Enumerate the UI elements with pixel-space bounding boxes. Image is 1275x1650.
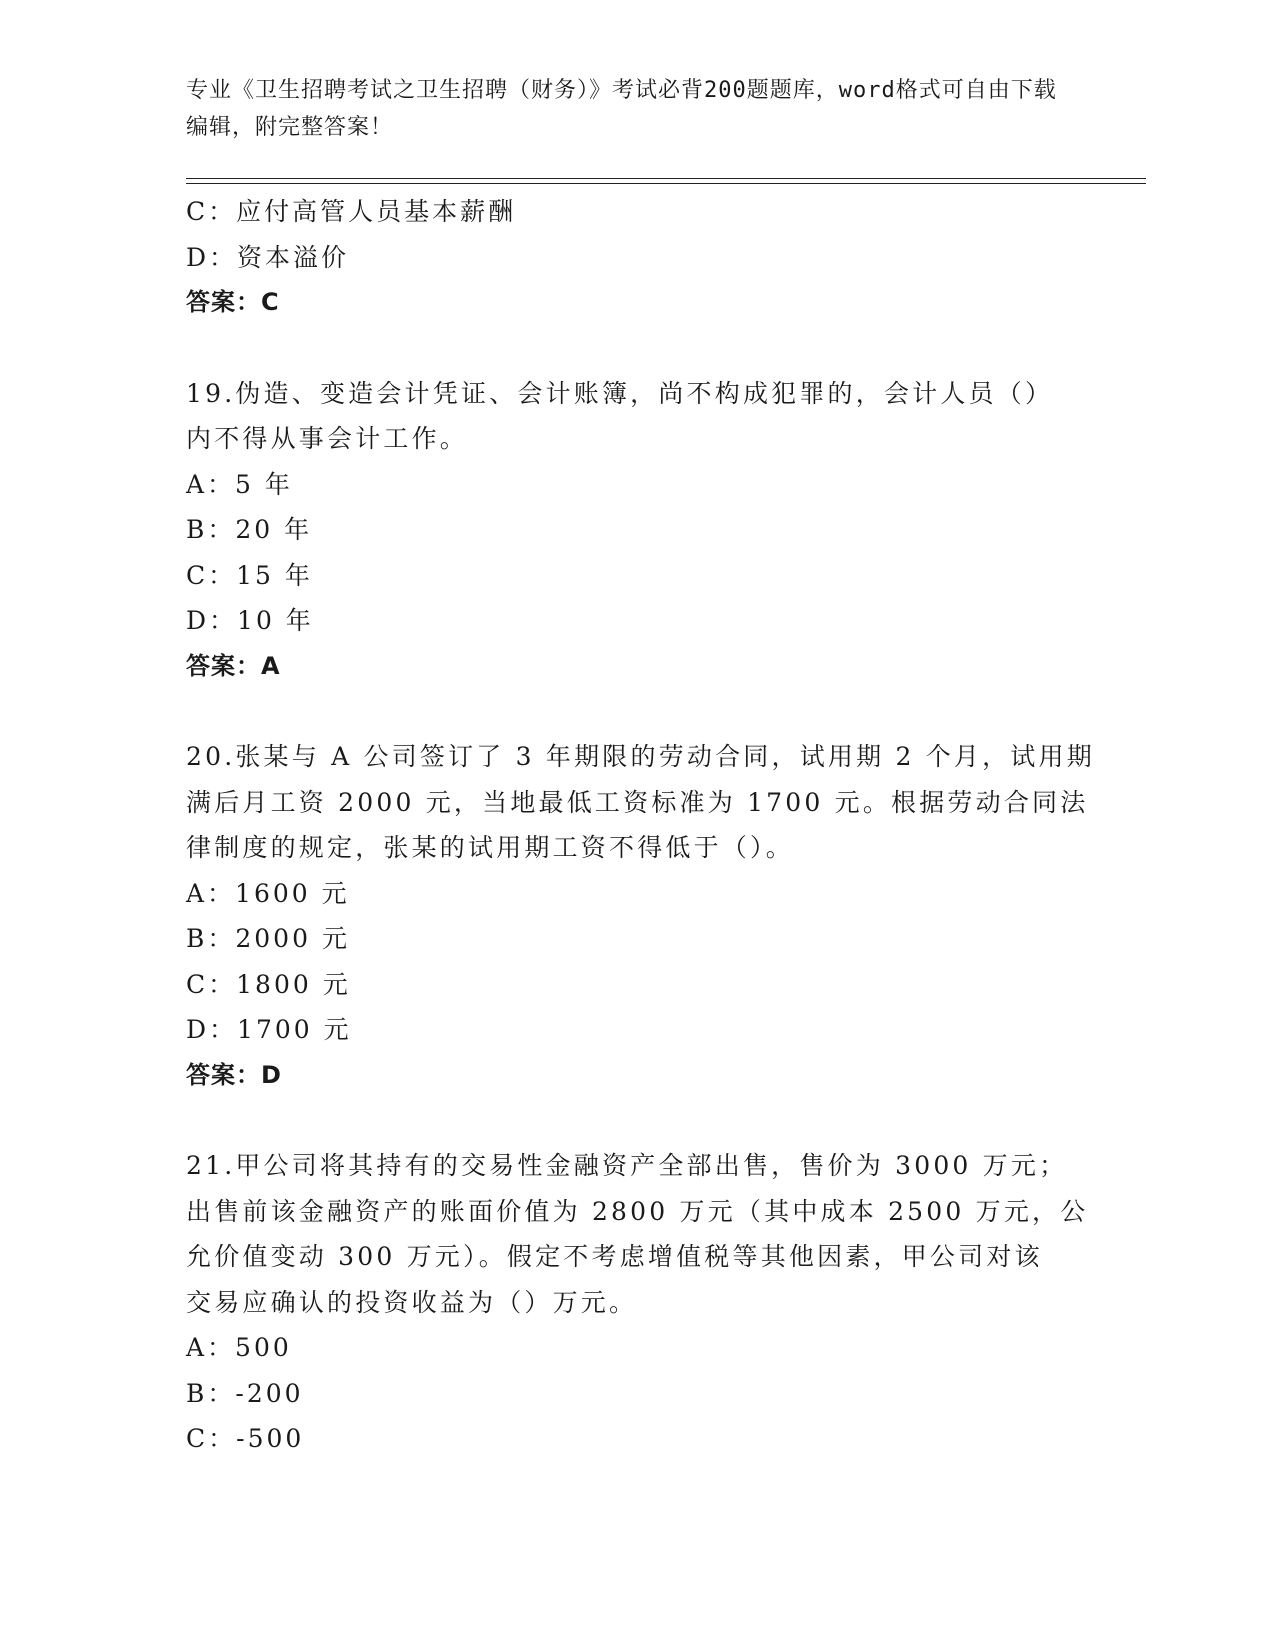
option-c: C：-500 (186, 1424, 305, 1453)
question-18-tail (186, 189, 1066, 326)
option-c: C：应付高管人员基本薪酬 (186, 197, 517, 226)
option-b: B：2000 元 (186, 924, 350, 953)
question-text-line: 允价值变动 300 万元）。假定不考虑增值税等其他因素，甲公司对该 (186, 1242, 1043, 1271)
answer-label: 答案：D (186, 1060, 282, 1089)
option-a: A：500 (186, 1333, 292, 1362)
option-d: D：10 年 (186, 606, 314, 635)
question-content (186, 189, 1095, 1462)
option-a: A：5 年 (186, 469, 293, 499)
spacer (186, 1098, 1066, 1143)
option-b: B：20 年 (186, 515, 313, 544)
question-text-line: 律制度的规定，张某的试用期工资不得低于（）。 (186, 833, 794, 862)
question-text-line: 19.伪造、变造会计凭证、会计账簿，尚不构成犯罪的，会计人员（） (186, 378, 1054, 408)
answer-label: 答案：A (186, 651, 281, 680)
header-rule-top (186, 178, 1146, 179)
option-d: D：资本溢价 (186, 242, 350, 272)
question-text-line: 内不得从事会计工作。 (186, 424, 469, 453)
spacer (186, 326, 1066, 371)
question-19 (186, 371, 1066, 690)
question-text-line: 交易应确认的投资收益为（）万元。 (186, 1287, 638, 1317)
document-header: 专业《卫生招聘考试之卫生招聘（财务）》考试必背200题题库，word格式可自由下载编辑，附完整答案！ (186, 78, 1057, 140)
question-21 (186, 1143, 1089, 1462)
option-a: A：1600 元 (186, 878, 350, 908)
option-c: C：1800 元 (186, 969, 351, 999)
answer-label: 答案：C (186, 288, 280, 316)
question-text-line: 出售前该金融资产的账面价值为 2800 万元（其中成本 2500 万元，公 (186, 1196, 1089, 1226)
option-d: D：1700 元 (186, 1015, 352, 1044)
header-rule-bottom (186, 183, 1146, 184)
option-b: B：-200 (186, 1378, 304, 1408)
question-20 (186, 734, 1095, 1098)
option-c: C：15 年 (186, 560, 313, 590)
question-text-line: 21.甲公司将其持有的交易性金融资产全部出售，售价为 3000 万元； (186, 1151, 1068, 1180)
question-text-line: 20.张某与 A 公司签订了 3 年期限的劳动合同，试用期 2 个月，试用期 (186, 742, 1095, 771)
spacer (186, 689, 1066, 734)
question-text-line: 满后月工资 2000 元，当地最低工资标准为 1700 元。根据劳动合同法 (186, 787, 1089, 817)
